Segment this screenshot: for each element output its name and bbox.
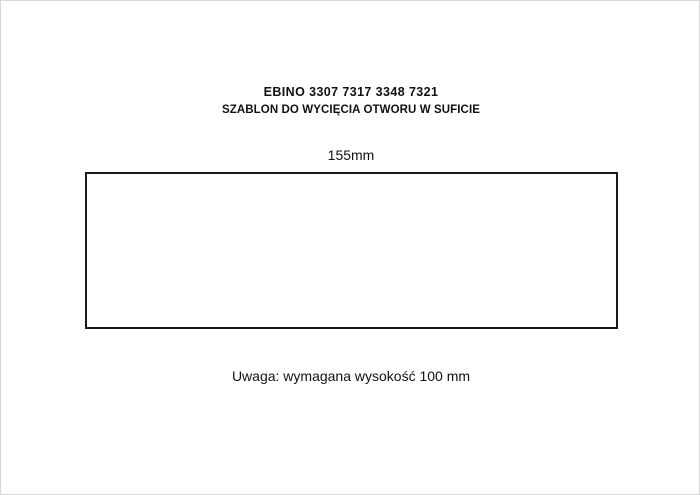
document-canvas [1,1,700,495]
width-dimension-label: 155mm [327,147,375,163]
document-subtitle: SZABLON DO WYCIĘCIA OTWORU W SUFICIE [221,104,481,116]
height-requirement-note: Uwaga: wymagana wysokość 100 mm [231,368,471,384]
cutout-template-rectangle [85,172,618,329]
document-title: EBINO 3307 7317 3348 7321 [263,85,439,99]
